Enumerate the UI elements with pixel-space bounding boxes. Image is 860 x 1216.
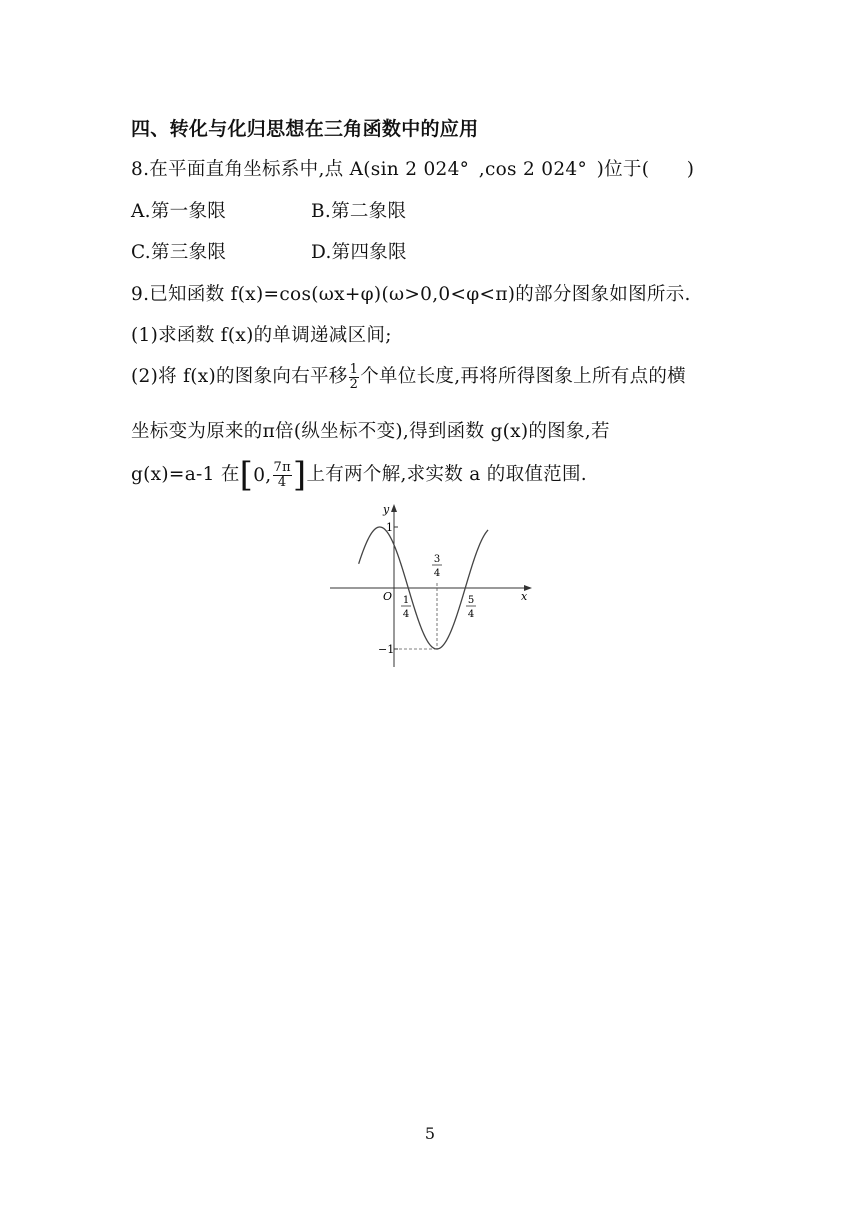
shift-fraction: $\frac{1}{2}$: [349, 361, 359, 392]
svg-text:1: 1: [402, 595, 410, 606]
question-8-options-row-1: [131, 197, 406, 223]
question-9-part-2-line-3: [131, 455, 587, 495]
function-graph-figure: [320, 500, 540, 670]
option-b: B.第二象限: [311, 201, 407, 222]
interval-expression: [ 0, $\frac{7\pi}{4}$ ]: [239, 455, 307, 495]
svg-text:4: 4: [433, 568, 441, 579]
question-8-options-row-2: [131, 238, 407, 264]
tick-label-five-quarters: [466, 595, 476, 620]
tick-label-one-quarter: [401, 595, 411, 620]
svg-text:5: 5: [467, 595, 475, 606]
question-9-part-2-line-1: [131, 362, 686, 392]
left-bracket: [: [239, 455, 254, 495]
svg-text:4: 4: [467, 609, 475, 620]
right-bracket: ]: [292, 455, 307, 495]
question-8-stem: 8.在平面直角坐标系中,点 A(sin 2 024° ,cos 2 024° )位于( ): [131, 159, 695, 180]
tick-label-three-quarters: [432, 554, 442, 579]
part-2-text-b: 个单位长度,再将所得图象上所有点的横: [360, 366, 686, 387]
x-axis-label: x: [521, 590, 528, 603]
option-c: C.第三象限: [131, 242, 227, 263]
y-tick-top-label: 1: [386, 521, 393, 534]
question-9-stem: 9.已知函数 f(x)=cos(ωx+φ)(ω>0,0<φ<π)的部分图象如图所示.: [131, 284, 691, 305]
page-number: 5: [424, 1124, 436, 1143]
y-axis-arrow: [391, 504, 397, 512]
part-2-text-a: (2)将 f(x)的图象向右平移: [131, 366, 348, 387]
interval-fraction: $\frac{7\pi}{4}$: [273, 459, 291, 490]
question-9-part-2-line-2: 坐标变为原来的π倍(纵坐标不变),得到函数 g(x)的图象,若: [131, 421, 610, 442]
svg-text:3: 3: [433, 554, 441, 565]
option-d: D.第四象限: [311, 242, 407, 263]
question-9-part-1: (1)求函数 f(x)的单调递减区间;: [131, 325, 392, 346]
part-2-text-e: 上有两个解,求实数 a 的取值范围.: [306, 464, 587, 485]
section-heading: 四、转化与化归思想在三角函数中的应用: [131, 118, 479, 140]
y-axis-label: y: [383, 503, 390, 516]
part-2-text-d: g(x)=a-1 在: [131, 464, 240, 485]
option-a: A.第一象限: [131, 201, 227, 222]
svg-text:4: 4: [402, 609, 410, 620]
y-tick-bottom-label: −1: [378, 643, 395, 656]
origin-label: O: [383, 590, 393, 603]
